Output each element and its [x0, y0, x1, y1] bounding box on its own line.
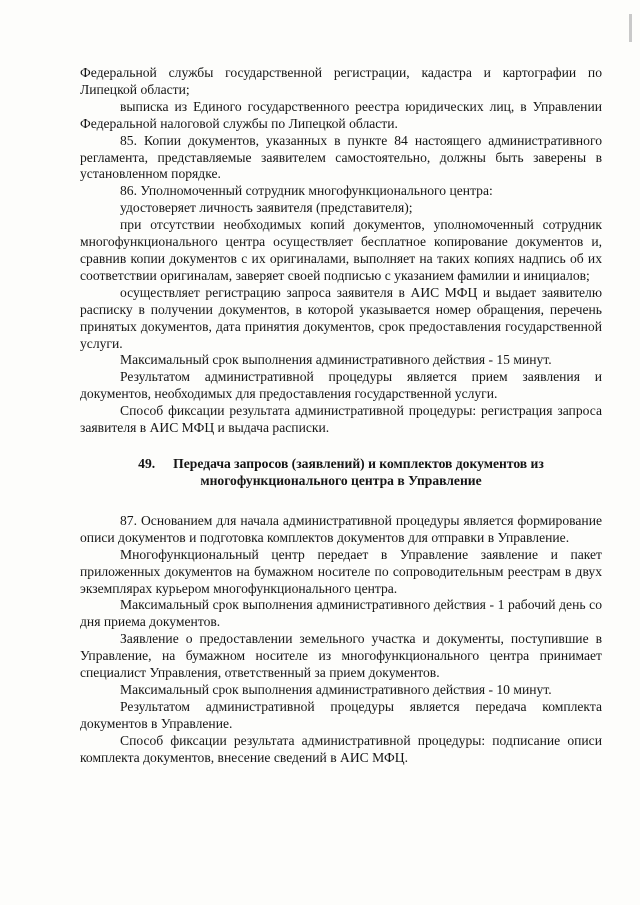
- section-number: 49.: [138, 455, 156, 471]
- paragraph: Результатом административной процедуры является передача комплекта документов в Управление.: [80, 698, 602, 731]
- paragraph: осуществляет регистрацию запроса заявителя в АИС МФЦ и выдает заявителю расписку в получении документов, в которой указывается номер обращения, перечень принятых документов, дата принятия документов, срок предоставления государственной услуги.: [80, 284, 602, 351]
- paragraph: Максимальный срок выполнения административного действия - 1 рабочий день со дня приема документов.: [80, 597, 602, 630]
- paragraph: Заявление о предоставлении земельного участка и документы, поступившие в Управление, на бумажном носителе из многофункционального центра принимает специалист Управления, ответственный за прием документов.: [80, 631, 602, 681]
- paragraph: Максимальный срок выполнения административного действия - 15 минут.: [120, 352, 552, 368]
- section-heading: [80, 455, 602, 489]
- paragraph: Результатом административной процедуры является прием заявления и документов, необходимых для предоставления государственной услуги.: [80, 369, 602, 402]
- document-body: [80, 65, 602, 767]
- paragraph: Максимальный срок выполнения административного действия - 10 минут.: [120, 682, 552, 697]
- paragraph: 85. Копии документов, указанных в пункте 84 настоящего административного регламента, представляемые заявителем самостоятельно, должны быть заверены в установленном порядке.: [80, 132, 602, 182]
- paragraph: Федеральной службы государственной регистрации, кадастра и картографии по Липецкой области;: [80, 65, 602, 97]
- section-title: Передача запросов (заявлений) и комплектов документов из многофункционального центра в Управление: [173, 455, 544, 488]
- paragraph: Многофункциональный центр передает в Управление заявление и пакет приложенных документов на бумажном носителе по сопроводительным реестрам в двух экземплярах курьером многофункционального центра.: [80, 546, 602, 596]
- paragraph: Способ фиксации результата административной процедуры: подписание описи комплекта документов, внесение сведений в АИС МФЦ.: [80, 732, 602, 765]
- paragraph: при отсутствии необходимых копий документов, уполномоченный сотрудник многофункционального центра осуществляет бесплатное копирование документов и, сравнив копии документов с их оригиналами, выполняет на таких копиях надпись об их соответствии оригиналам, заверяет своей подписью с указанием фамилии и инициалов;: [80, 217, 602, 283]
- paragraph: удостоверяет личность заявителя (представителя);: [120, 200, 413, 216]
- paragraph: 86. Уполномоченный сотрудник многофункционального центра:: [120, 183, 493, 199]
- paragraph: Способ фиксации результата административной процедуры: регистрация запроса заявителя в АИС МФЦ и выдача расписки.: [80, 403, 602, 436]
- paragraph: 87. Основанием для начала административной процедуры является формирование описи документов и подготовка комплектов документов для отправки в Управление.: [80, 512, 602, 545]
- scan-artifact: [629, 14, 632, 42]
- paragraph: выписка из Единого государственного реестра юридических лиц, в Управлении Федеральной налоговой службы по Липецкой области.: [80, 98, 602, 131]
